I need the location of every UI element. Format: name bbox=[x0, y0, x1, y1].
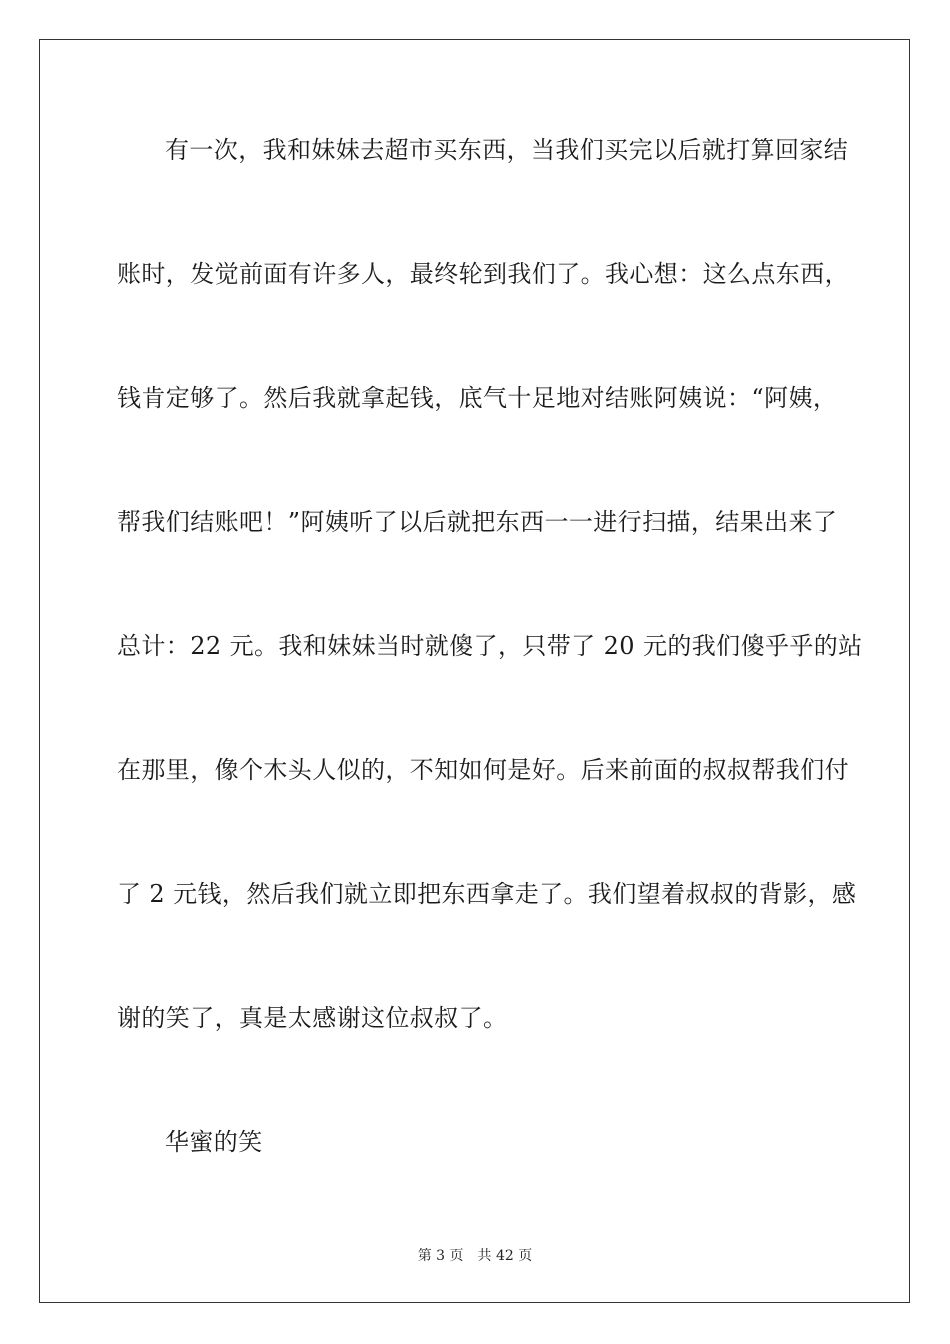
current-page-label: 第 3 页 bbox=[417, 1248, 464, 1264]
paragraph-line: 有一次，我和妹妹去超市买东西，当我们买完以后就打算回家结 bbox=[165, 136, 849, 164]
paragraph-line: 账时，发觉前面有许多人，最终轮到我们了。我心想：这么点东西， bbox=[117, 260, 849, 288]
paragraph-line: 谢的笑了，真是太感谢这位叔叔了。 bbox=[117, 1004, 508, 1032]
paragraph-line: 在那里，像个木头人似的，不知如何是好。后来前面的叔叔帮我们付 bbox=[117, 756, 849, 784]
paragraph-line: 总计：22 元。我和妹妹当时就傻了，只带了 20 元的我们傻乎乎的站 bbox=[117, 632, 863, 660]
page-border bbox=[39, 39, 910, 1303]
paragraph-line: 帮我们结账吧！”阿姨听了以后就把东西一一进行扫描，结果出来了 bbox=[117, 508, 838, 536]
paragraph-line: 钱肯定够了。然后我就拿起钱，底气十足地对结账阿姨说：“阿姨， bbox=[117, 384, 838, 412]
page-footer bbox=[0, 1246, 950, 1266]
paragraph-line: 了 2 元钱，然后我们就立即把东西拿走了。我们望着叔叔的背影，感 bbox=[117, 880, 857, 908]
total-pages-label: 共 42 页 bbox=[477, 1248, 533, 1264]
section-title: 华蜜的笑 bbox=[165, 1128, 263, 1156]
